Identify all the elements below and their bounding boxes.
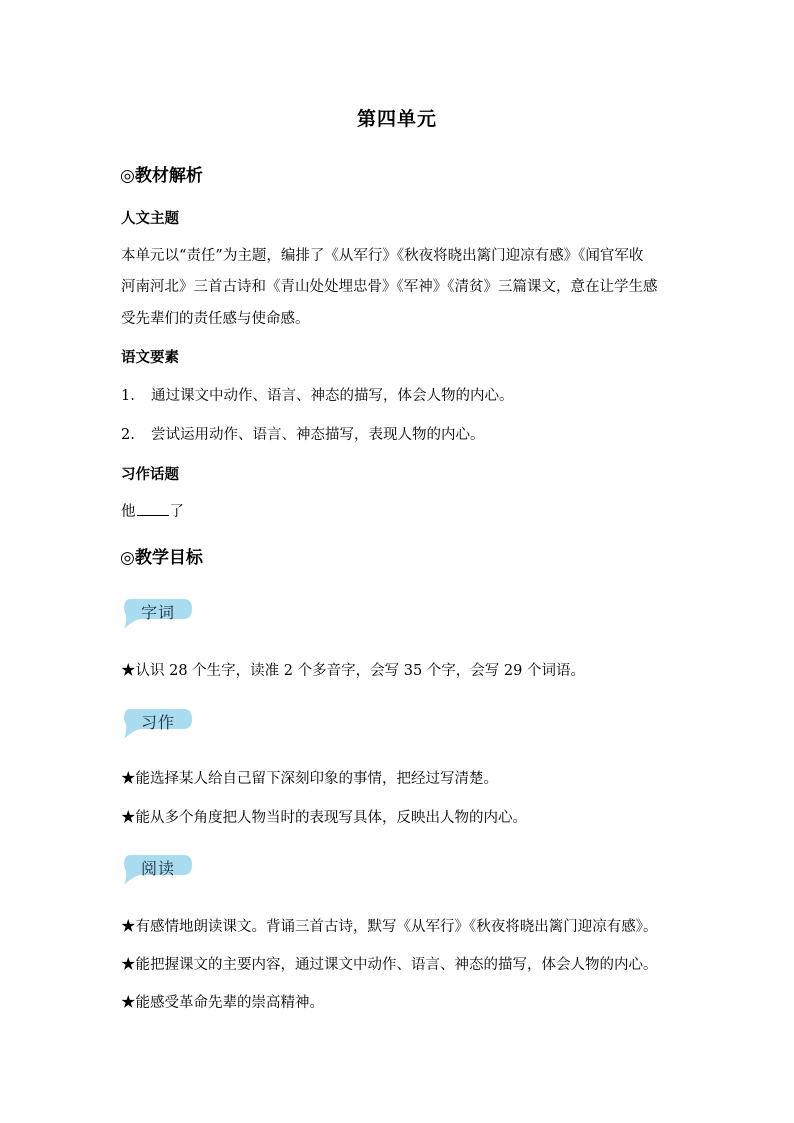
goal-item [121,659,585,680]
goal-item [121,915,658,936]
goal-text: 能选择某人给自己留下深刻印象的事情，把经过写清楚。 [135,771,498,787]
writing-topic-after: 了 [169,504,184,520]
element-number: 1. [121,388,135,404]
section-heading-teaching-goals: ◎教学目标 [120,548,203,568]
element-text: 尝试运用动作、语言、神态描写，表现人物的内心。 [151,427,485,443]
tag-reading [122,853,194,889]
tag-writing [122,707,194,743]
sub-heading-humanistic-theme: 人文主题 [121,210,179,227]
theme-line: 本单元以“责任”为主题，编排了《从军行》《秋夜将晓出篱门迎凉有感》《闻官军收 [121,248,644,264]
star-icon: ★ [121,919,136,935]
writing-topic [121,500,184,521]
star-icon: ★ [121,663,136,679]
goal-text: 能把握课文的主要内容，通过课文中动作、语言、神态的描写，体会人物的内心。 [135,957,658,973]
writing-topic-before: 他 [121,504,136,520]
star-icon: ★ [121,957,136,973]
goal-item [121,767,498,788]
theme-line: 受先辈们的责任感与使命感。 [121,311,310,327]
theme-line: 河南河北》三首古诗和《青山处处埋忠骨》《军神》《清贫》三篇课文，意在让学生感 [121,279,658,295]
tag-label: 习作 [140,713,175,732]
goal-text: 能从多个角度把人物当时的表现写具体，反映出人物的内心。 [135,810,527,826]
goal-item [121,806,527,827]
tag-label: 阅读 [140,859,175,878]
tag-label: 字词 [140,603,175,622]
star-icon: ★ [121,995,136,1011]
goal-item [121,991,324,1012]
sub-heading-writing-topic: 习作话题 [121,466,179,483]
goal-item [121,953,658,974]
star-icon: ★ [121,810,136,826]
tag-word-vocabulary [122,597,194,633]
element-item [121,423,485,444]
star-icon: ★ [121,771,136,787]
section-heading-textbook-analysis: ◎教材解析 [120,166,203,186]
element-text: 通过课文中动作、语言、神态的描写，体会人物的内心。 [151,388,514,404]
sub-heading-language-elements: 语文要素 [121,349,179,366]
element-item [121,384,514,405]
element-number: 2. [121,427,135,443]
goal-text: 能感受革命先辈的崇高精神。 [135,995,324,1011]
fill-in-blank [137,503,169,516]
page-title: 第四单元 [356,108,437,130]
goal-text: 有感情地朗读课文。背诵三首古诗，默写《从军行》《秋夜将晓出篱门迎凉有感》。 [135,919,658,935]
goal-text: 认识 28 个生字，读准 2 个多音字，会写 35 个字，会写 29 个词语。 [135,663,585,679]
